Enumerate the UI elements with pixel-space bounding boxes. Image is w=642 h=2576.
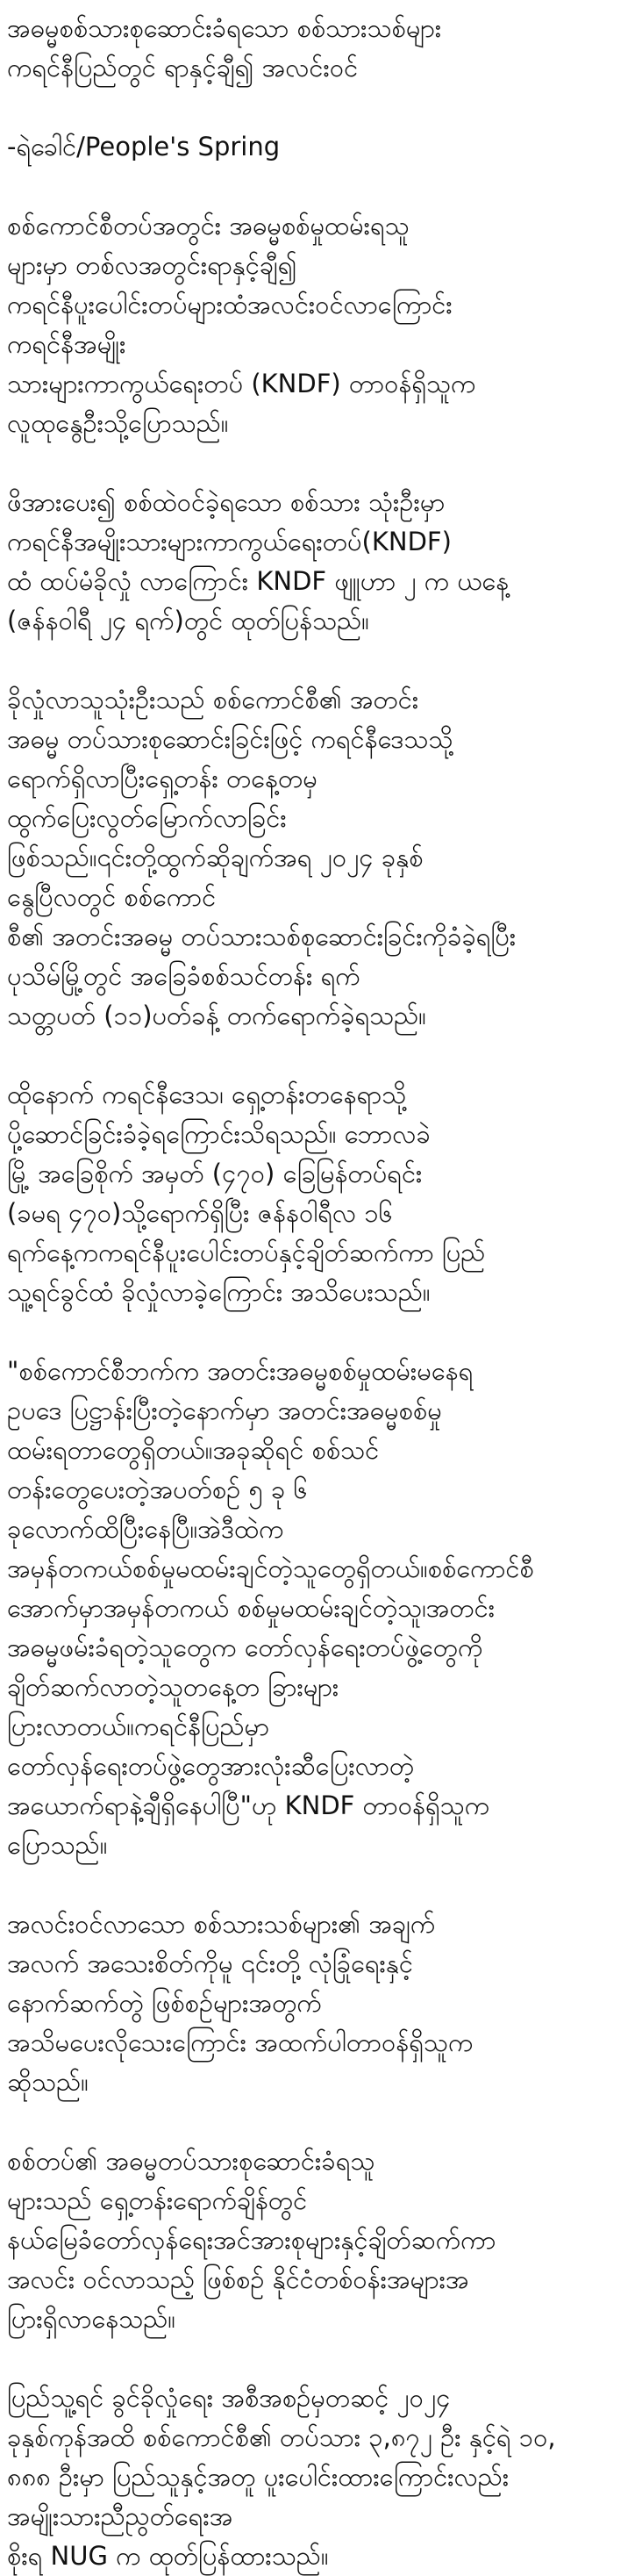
article-paragraph: ဖိအားပေး၍ စစ်ထဲဝင်ခဲ့ရသော စစ်သား သုံးဦးမှာ ကရင်နီအမျိုးသားများကာကွယ်ရေးတပ်(KNDF) ထံ ထပ်မံခိုလှုံ လာကြောင်း KNDF ဖျူဟာ ၂ က ယနေ့ (ဇန်နဝါရီ ၂၄ ရက်)တွင် ထုတ်ပြန်သည်။ — [7, 487, 510, 635]
article-paragraph: ထိုနောက် ကရင်နီဒေသ၊ ရှေ့တန်းတနေရာသို့ ပို့ဆောင်ခြင်းခံခဲ့ရကြောင်းသိရသည်။ ဘောလခဲ မြို့ အခြေစိုက် အမှတ် (၄၇၀) ခြေမြန်တပ်ရင်း (ခမရ ၄၇၀)သို့ရောက်ရှိပြီး ဇန်နဝါရီလ ၁၆ ရက်နေ့ကကရင်နီပူးပေါင်းတပ်နှင့်ချိတ်ဆက်ကာ ပြည် သူ့ရင်ခွင်ထံ ခိုလှုံလာခဲ့ကြောင်း အသိပေးသည်။ — [7, 1080, 486, 1307]
article-title: အဓမ္မစစ်သားစုဆောင်းခံရသော စစ်သားသစ်များ ကရင်နီပြည်တွင် ရာနှင့်ချီ၍ အလင်းဝင် — [7, 13, 442, 83]
article-paragraph: စစ်ကောင်စီတပ်အတွင်း အဓမ္မစစ်မှုထမ်းရသူ များမှာ တစ်လအတွင်းရာနှင့်ချီ၍ ကရင်နီပူးပေါင်းတပ်များထံအလင်းဝင်လာကြောင်း ကရင်နီအမျိုး သားများကာကွယ်ရေးတပ် (KNDF) တာဝန်ရှိသူက လူထုနွေဦးသို့ပြောသည်။ — [7, 211, 476, 438]
article-closing-paragraph: ပြည်သူ့ရင် ခွင်ခိုလှုံရေး အစီအစဉ်မှတဆင့် ၂၀၂၄ ခုနှစ်ကုန်အထိ စစ်ကောင်စီ၏ တပ်သား ၃,၈၇၂ ဦး နှင့်ရဲ ၁၀, ၈၈၈ ဦးမှာ ပြည်သူနှင့်အတူ ပူးပေါင်းထားကြောင်းလည်း အမျိုးသားညီညွတ်ရေးအ စိုးရ NUG က ထုတ်ပြန်ထားသည်။ — [7, 2383, 556, 2571]
article-paragraph: စစ်တပ်၏ အဓမ္မတပ်သားစုဆောင်းခံရသူ များသည် ရှေ့တန်းရောက်ချိန်တွင် နယ်မြေခံတော်လှန်ရေးအင်အားစုများနှင့်ချိတ်ဆက်ကာ အလင်း ဝင်လာသည့် ဖြစ်စဉ် နိုင်ငံတစ်ဝန်းအများအ ပြားရှိလာနေသည်။ — [7, 2146, 496, 2334]
article-paragraph: အလင်းဝင်လာသော စစ်သားသစ်များ၏ အချက် အလက် အသေးစိတ်ကိုမူ ၎င်းတို့ လုံခြုံရေးနှင့် နောက်ဆက်တွဲ ဖြစ်စဉ်များအတွက် အသိမပေးလိုသေးကြောင်း အထက်ပါတာဝန်ရှိသူက ဆိုသည်။ — [7, 1909, 474, 2097]
article-quote-paragraph: "စစ်ကောင်စီဘက်က အတင်းအဓမ္မစစ်မှုထမ်းမနေရ ဥပဒေ ပြဋ္ဌာန်းပြီးတဲ့နောက်မှာ အတင်းအဓမ္မစစ်မှု ထမ်းရတာတွေရှိတယ်။အခုဆိုရင် စစ်သင် တန်းတွေပေးတဲ့အပတ်စဉ် ၅ ခု ၆ ခုလောက်ထိပြီးနေပြီ။အဲဒီထဲက အမှန်တကယ်စစ်မှုမထမ်းချင်တဲ့သူတွေရှိတယ်။စစ်ကောင်စီ အောက်မှာအမှန်တကယ် စစ်မှုမထမ်းချင်တဲ့သူ၊အတင်း အဓမ္မဖမ်းခံရတဲ့သူတွေက တော်လှန်ရေးတပ်ဖွဲ့တွေကို ချိတ်ဆက်လာတဲ့သူတနေ့တ ခြားများ ပြားလာတယ်။ကရင်နီပြည်မှာ တော်လှန်ရေးတပ်ဖွဲ့တွေအားလုံးဆီပြေးလာတဲ့ အယောက်ရာနဲ့ချီရှိနေပါပြီ"ဟု KNDF တာဝန်ရှိသူက ပြောသည်။ — [7, 1356, 534, 1860]
article-byline: -ရဲခေါင်/People's Spring — [7, 132, 281, 161]
article-paragraph: ခိုလှုံလာသူသုံးဦးသည် စစ်ကောင်စီ၏ အတင်း အဓမ္မ တပ်သားစုဆောင်းခြင်းဖြင့် ကရင်နီဒေသသို့ ရောက်ရှိလာပြီးရှေ့တန်း တနေ့တမှ ထွက်ပြေးလွတ်မြောက်လာခြင်း ဖြစ်သည်။၎င်းတို့ထွက်ဆိုချက်အရ ၂၀၂၄ ခုနှစ် နွေပြီလတွင် စစ်ကောင် စီ၏ အတင်းအဓမ္မ တပ်သားသစ်စုဆောင်းခြင်းကိုခံခဲ့ရပြီး ပုသိမ်မြို့တွင် အခြေခံစစ်သင်တန်း ရက် သတ္တပတ် (၁၁)ပတ်ခန့် တက်ရောက်ခဲ့ရသည်။ — [7, 685, 517, 1030]
